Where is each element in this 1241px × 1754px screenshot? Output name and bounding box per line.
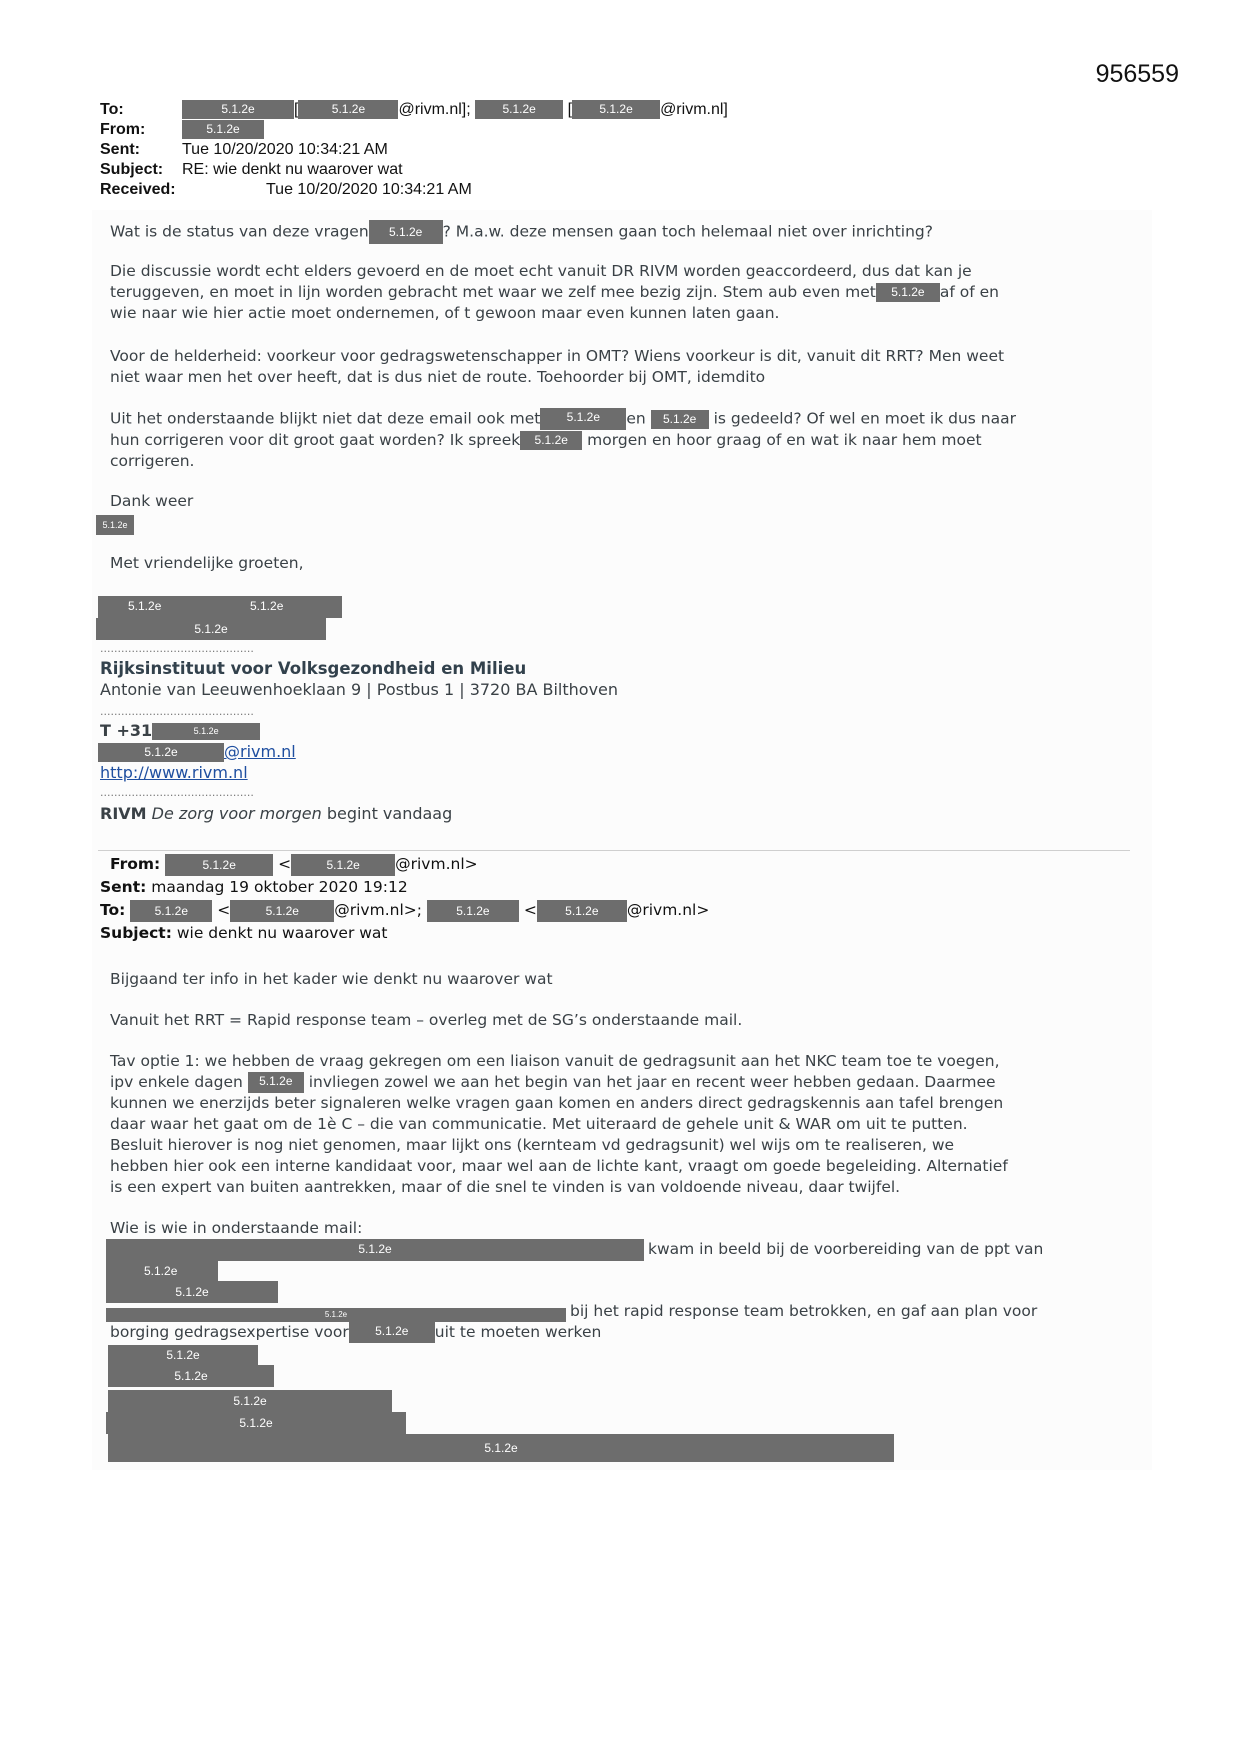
text: borging gedragsexpertise voor	[110, 1323, 349, 1341]
fwd-paragraph-4: Wie is wie in onderstaande mail:	[110, 1219, 363, 1237]
body-paragraph-2	[110, 261, 999, 324]
fwd-subject-label: Subject:	[100, 924, 172, 942]
text: hebben hier ook een interne kandidaat voor, maar wel aan de lichte kant, vraagt om goede begeleiding. Alternatief	[110, 1157, 1008, 1175]
redaction-group	[98, 596, 342, 618]
bracket: <	[523, 901, 537, 919]
tagline	[100, 804, 452, 823]
received-value: Tue 10/20/2020 10:34:21 AM	[266, 181, 472, 198]
fwd-sent-label: Sent:	[100, 878, 147, 896]
text: hun corrigeren voor dit groot gaat worden? Ik spreek	[110, 431, 521, 449]
fwd-subject-value: wie denkt nu waarover wat	[176, 924, 388, 942]
redaction: 5.1.2e	[130, 900, 212, 922]
text: corrigeren.	[110, 452, 195, 470]
divider-dots: ............................................	[100, 705, 254, 718]
from-label: From:	[100, 121, 146, 138]
redaction: 5.1.2e	[182, 100, 294, 119]
fwd-paragraph-2: Vanuit het RRT = Rapid response team – overleg met de SG’s onderstaande mail.	[110, 1011, 743, 1029]
text: en	[626, 409, 646, 428]
sent-row	[100, 140, 728, 160]
fwd-who-a: kwam in beeld bij de voorbereiding van de ppt van	[648, 1240, 1044, 1258]
redaction: 5.1.2e	[520, 431, 582, 450]
redaction: 5.1.2e	[248, 1072, 304, 1093]
redaction: 5.1.2e	[230, 900, 334, 922]
redaction-label: 5.1.2e	[144, 1264, 178, 1278]
to-domain-1: @rivm.nl];	[398, 101, 471, 118]
fwd-from-domain: @rivm.nl>	[395, 855, 478, 873]
body-paragraph-4	[110, 408, 1016, 472]
redaction-label: 5.1.2e	[128, 599, 162, 613]
redaction: 5.1.2e	[165, 854, 273, 876]
email-header	[100, 100, 728, 200]
separator-line	[98, 850, 1130, 851]
subject-value: RE: wie denkt nu waarover wat	[182, 161, 403, 178]
text: Voor de helderheid: voorkeur voor gedragswetenschapper in OMT? Wiens voorkeur is dit, vanuit dit RRT? Men weet	[110, 347, 1005, 365]
fwd-sent-value: maandag 19 oktober 2020 19:12	[151, 878, 408, 896]
text: ipv enkele dagen	[110, 1073, 243, 1091]
tagline-rivm: RIVM	[100, 804, 147, 823]
redaction: 5.1.2e	[182, 120, 264, 139]
fwd-to-domain-1: @rivm.nl>;	[334, 901, 422, 919]
document-id: 956559	[1095, 60, 1179, 88]
text: teruggeven, en moet in lijn worden gebracht met waar we zelf mee bezig zijn. Stem aub even met	[110, 283, 876, 301]
redaction: 5.1.2e	[96, 618, 326, 640]
redaction: 5.1.2e	[876, 283, 940, 302]
from-row	[100, 120, 728, 140]
sent-value: Tue 10/20/2020 10:34:21 AM	[182, 141, 388, 158]
redaction-group	[106, 1261, 218, 1281]
redaction: 5.1.2e	[475, 100, 563, 119]
fwd-subject-row	[100, 922, 388, 945]
fwd-who-c	[110, 1322, 601, 1343]
text: daar waar het gaat om de 1è C – die van communicatie. Met uiteraard de gehele unit & WAR om uit te putten.	[110, 1115, 968, 1133]
received-row	[100, 180, 728, 200]
text: niet waar men het over heeft, dat is dus niet de route. Toehoorder bij OMT, idemdito	[110, 368, 766, 386]
received-label: Received:	[100, 181, 176, 198]
redaction: 5.1.2e	[291, 854, 395, 876]
redaction: 5.1.2e	[152, 723, 260, 740]
redaction: 5.1.2e	[106, 1281, 278, 1303]
fwd-sent-row	[100, 876, 408, 899]
org-name: Rijksinstituut voor Volksgezondheid en Milieu	[100, 659, 527, 678]
redaction: 5.1.2e	[369, 220, 443, 244]
text: wie naar wie hier actie moet ondernemen, of t gewoon maar even kunnen laten gaan.	[110, 304, 780, 322]
fwd-to-domain-2: @rivm.nl>	[626, 901, 710, 919]
phone-line	[100, 721, 260, 740]
to-label: To:	[100, 101, 124, 118]
text: Tav optie 1: we hebben de vraag gekregen om een liaison vanuit de gedragsunit aan het NKC team toe te voegen,	[110, 1052, 1000, 1070]
text: invliegen zowel we aan het begin van het jaar en recent weer hebben gedaan. Daarmee	[308, 1073, 996, 1091]
text: morgen en hoor graag of en wat ik naar hem moet	[587, 431, 982, 449]
divider-dots: ............................................	[100, 642, 254, 655]
org-address: Antonie van Leeuwenhoeklaan 9 | Postbus 1 | 3720 BA Bilthoven	[100, 680, 619, 699]
bracket: <	[217, 901, 231, 919]
redaction-label: 5.1.2e	[250, 599, 284, 613]
subject-label: Subject:	[100, 161, 164, 178]
bracket: <	[278, 855, 292, 873]
redaction: 5.1.2e	[106, 1412, 406, 1434]
email-link[interactable]: @rivm.nl	[224, 742, 296, 761]
text: ? M.a.w. deze mensen gaan toch helemaal niet over inrichting?	[442, 222, 933, 241]
bracket: [	[567, 101, 573, 118]
body-paragraph-1	[110, 220, 933, 244]
fwd-paragraph-3	[110, 1051, 1008, 1198]
fwd-to-row	[100, 899, 709, 922]
redaction: 5.1.2e	[96, 515, 134, 535]
subject-row	[100, 160, 728, 180]
redaction: 5.1.2e	[572, 100, 660, 119]
text: kunnen we enerzijds beter signaleren welke vragen gaan komen en anders direct gedragskennis aan tafel brengen	[110, 1094, 1004, 1112]
sent-label: Sent:	[100, 141, 140, 158]
redaction: 5.1.2e	[108, 1365, 274, 1387]
divider-dots: ............................................	[100, 786, 254, 799]
tagline-italic: De zorg voor morgen	[151, 804, 322, 823]
website-link[interactable]: http://www.rivm.nl	[100, 763, 248, 782]
fwd-to-label: To:	[100, 901, 126, 919]
regards-line: Met vriendelijke groeten,	[110, 554, 304, 572]
body-paragraph-3	[110, 346, 1004, 388]
redaction: 5.1.2e	[108, 1434, 894, 1462]
redaction: 5.1.2e	[106, 1239, 644, 1261]
text: Wat is de status van deze vragen	[110, 222, 369, 241]
redaction: 5.1.2e	[540, 408, 626, 430]
tagline-rest: begint vandaag	[326, 804, 453, 823]
text: uit te moeten werken	[434, 1323, 602, 1341]
text: Die discussie wordt echt elders gevoerd en de moet echt vanuit DR RIVM worden geaccordeerd, dus dat kan je	[110, 262, 972, 280]
fwd-from-label: From:	[110, 855, 161, 873]
text: is een expert van buiten aantrekken, maar of die snel te vinden is van voldoende niveau, daar twijfel.	[110, 1178, 901, 1196]
fwd-paragraph-1: Bijgaand ter info in het kader wie denkt nu waarover wat	[110, 970, 553, 988]
to-row	[100, 100, 728, 120]
redaction: 5.1.2e	[106, 1308, 566, 1322]
thanks-line: Dank weer	[110, 492, 194, 510]
phone-prefix: T +31	[100, 721, 153, 740]
redaction: 5.1.2e	[651, 410, 709, 429]
redaction: 5.1.2e	[298, 100, 398, 119]
to-domain-2: @rivm.nl]	[660, 101, 728, 118]
bracket: [	[294, 101, 299, 118]
redaction: 5.1.2e	[349, 1322, 435, 1343]
redaction: 5.1.2e	[537, 900, 627, 922]
email-line	[98, 742, 296, 762]
redaction: 5.1.2e	[98, 743, 224, 762]
text: Besluit hierover is nog niet genomen, maar lijkt ons (kernteam vd gedragsunit) wel wijs om te realiseren, we	[110, 1136, 955, 1154]
redaction: 5.1.2e	[108, 1345, 258, 1365]
text: is gedeeld? Of wel en moet ik dus naar	[713, 409, 1016, 428]
fwd-who-b: bij het rapid response team betrokken, en gaf aan plan voor	[570, 1302, 1038, 1320]
redaction: 5.1.2e	[427, 900, 519, 922]
text: Uit het onderstaande blijkt niet dat deze email ook met	[110, 409, 541, 428]
text: af of en	[939, 283, 999, 301]
fwd-from-row	[110, 853, 478, 876]
redaction: 5.1.2e	[108, 1390, 392, 1412]
